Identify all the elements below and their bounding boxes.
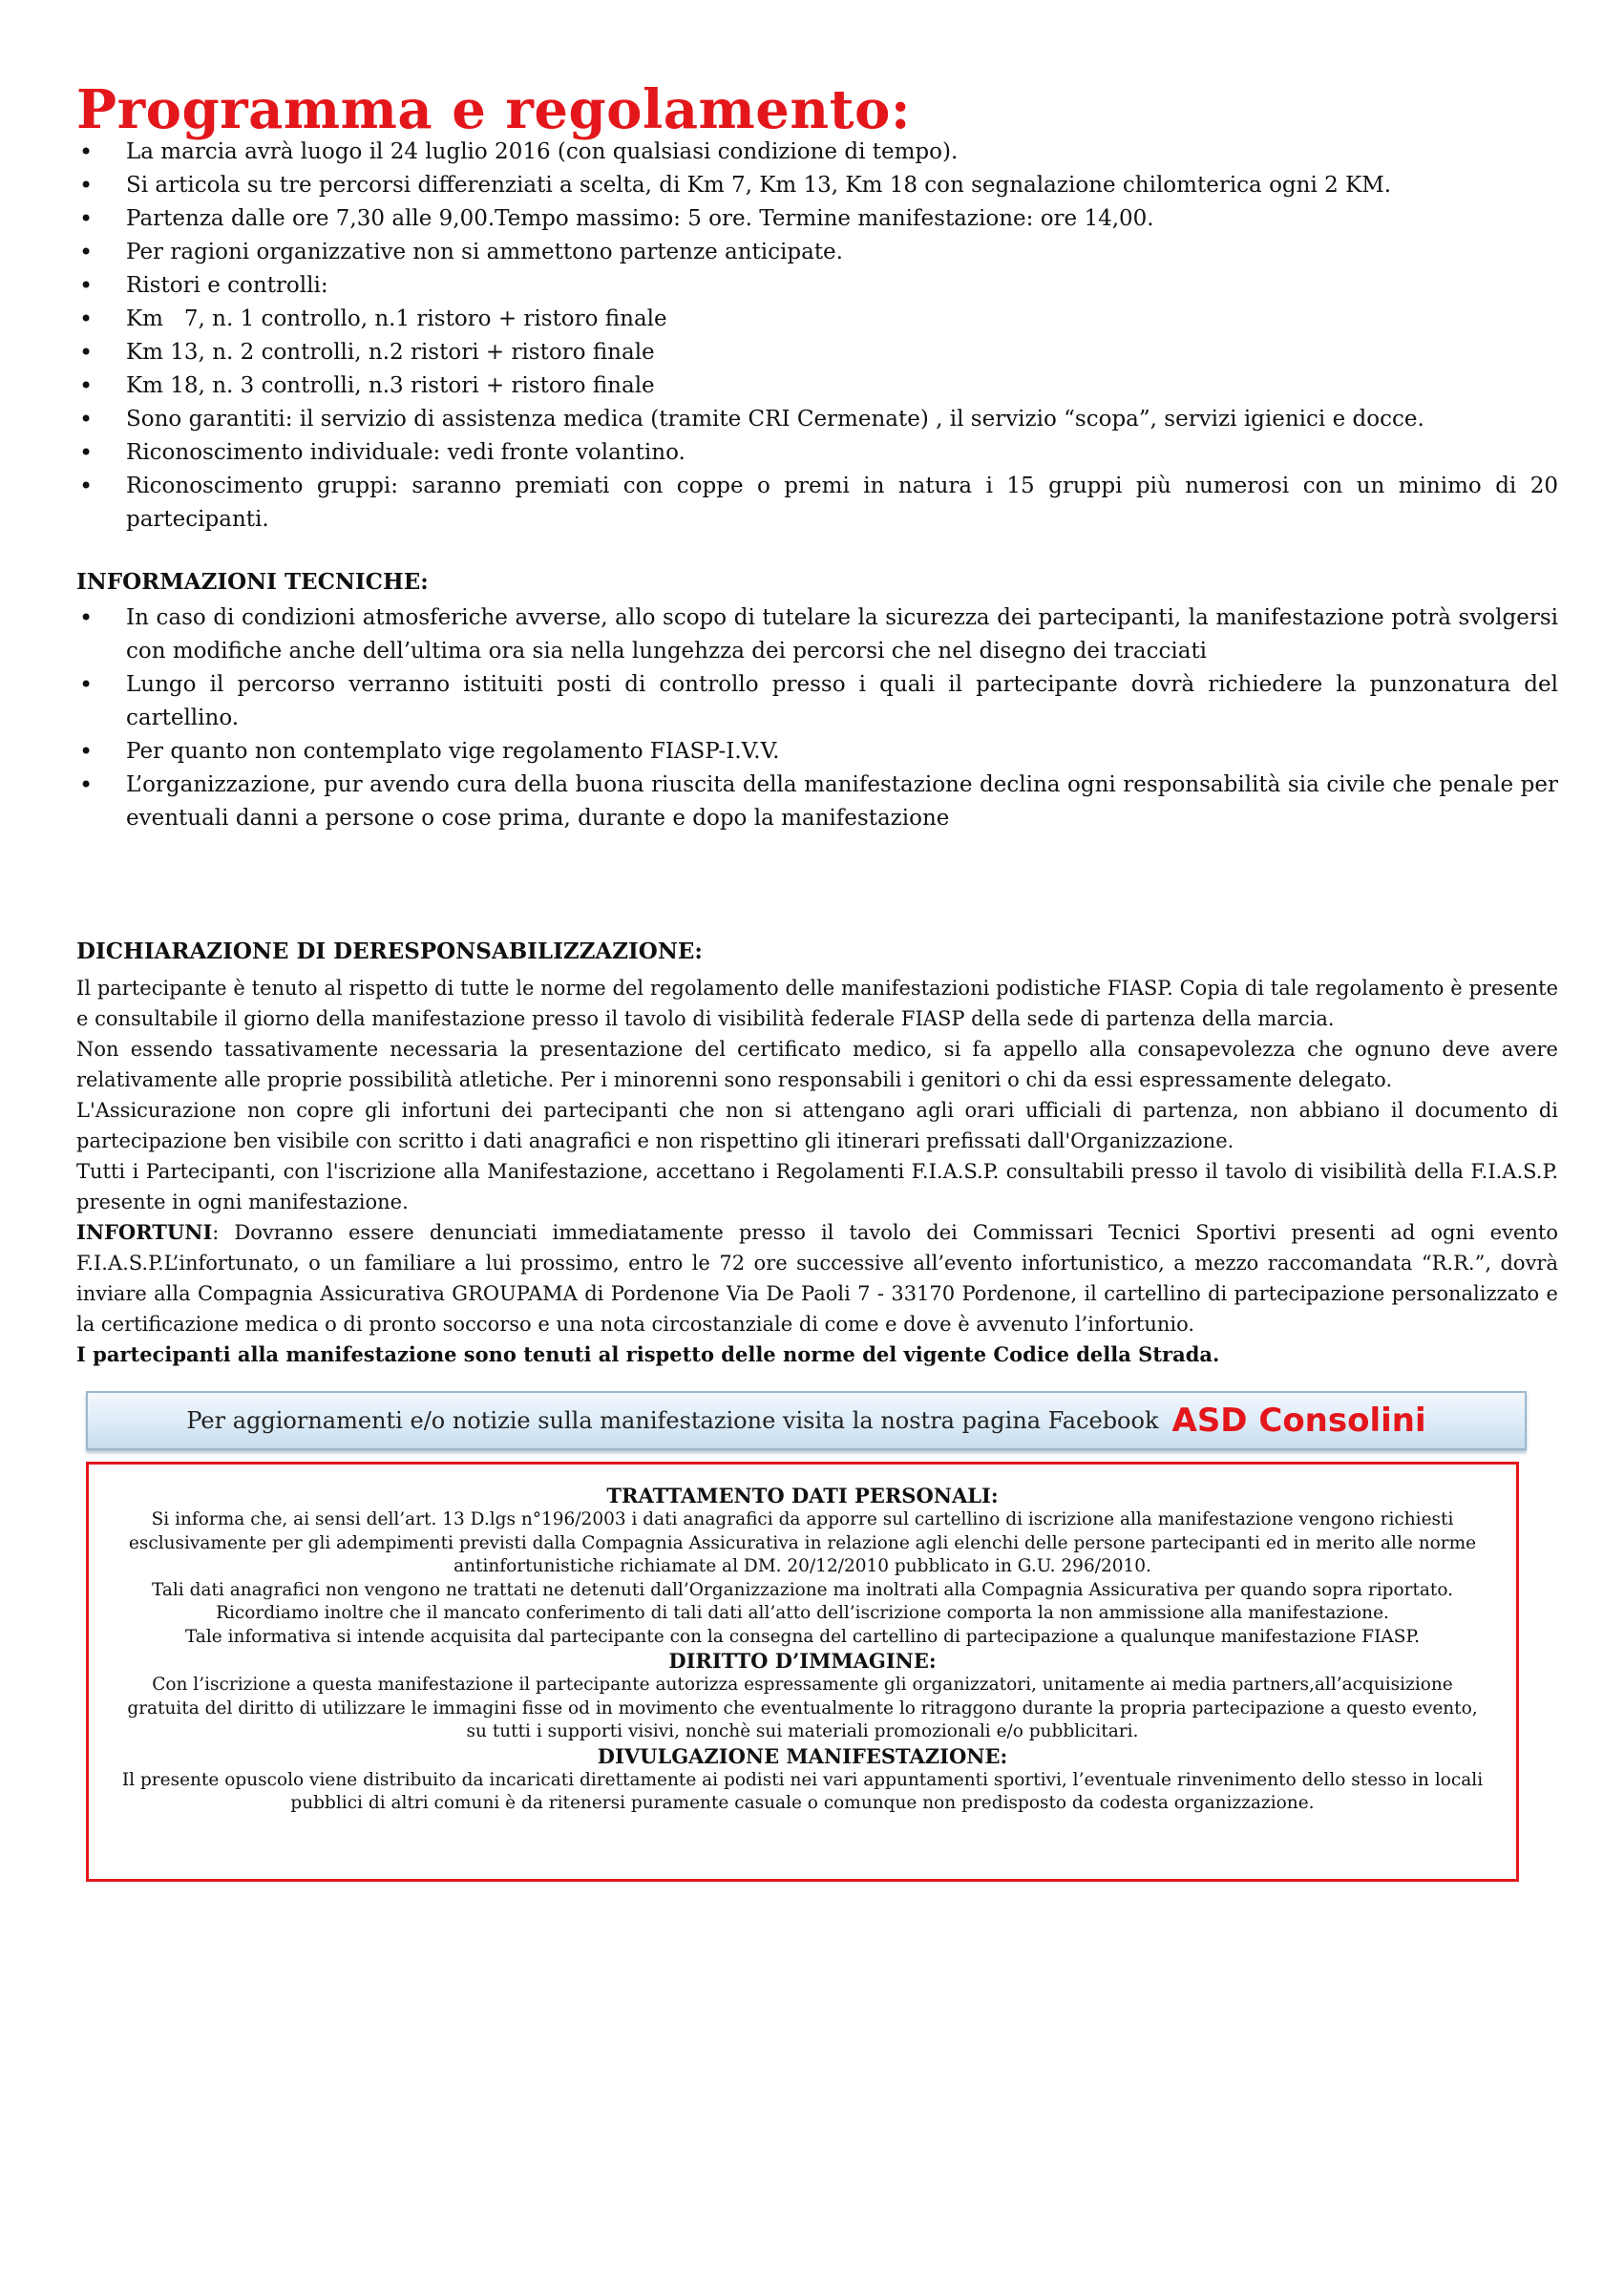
list-item: • Per quanto non contemplato vige regolamento FIASP-I.V.V.	[76, 735, 1558, 769]
infortuni-label: INFORTUNI	[76, 1220, 213, 1244]
paragraph: L'Assicurazione non copre gli infortuni dei partecipanti che non si attengano agli orari ufficiali di partenza, non abbiano il documento di partecipazione ben visibile con scritto i dati anagrafici e non rispettino gli itinerari prefissati dall'Organizzazione.	[76, 1099, 1558, 1152]
list-item: • Riconoscimento individuale: vedi fronte volantino.	[76, 436, 1558, 470]
privacy-box	[86, 1462, 1519, 1882]
paragraph-codice-strada: I partecipanti alla manifestazione sono tenuti al rispetto delle norme del vigente Codice della Strada.	[76, 1342, 1220, 1366]
list-item: • Sono garantiti: il servizio di assistenza medica (tramite CRI Cermenate) , il servizio “scopa”, servizi igienici e docce.	[76, 403, 1558, 436]
page-title: Programma e regolamento:	[76, 78, 912, 141]
paragraph-infortuni	[76, 1217, 1558, 1339]
paragraph: Tali dati anagrafici non vengono ne trattati ne detenuti dall’Organizzazione ma inoltrati alla Compagnia Assicurativa per quando sopra riportato.	[151, 1579, 1454, 1600]
list-item: • L’organizzazione, pur avendo cura della buona riuscita della manifestazione declina ogni responsabilità sia civile che penale per eventuali danni a persone o cose prima, durante e dopo la manifestazione	[76, 769, 1558, 835]
infortuni-text: : Dovranno essere denunciati immediatamente presso il tavolo dei Commissari Tecnici Sportivi presenti ad ogni evento F.I.A.S.P.L’infortunato, o un familiare a lui prossimo, entro le 72 ore successive all’evento infortunistico, a mezzo raccomandata “R.R.”, dovrà inviare alla Compagnia Assicurativa GROUPAMA di Pordenone Via De Paoli 7 - 33170 Pordenone, il cartellino di partecipazione personalizzato e la certificazione medica o di pronto soccorso e una nota circostanziale di come e dove è avvenuto l’infortunio.	[76, 1221, 1558, 1336]
distribution-heading: DIVULGAZIONE MANIFESTAZIONE:	[597, 1743, 1008, 1768]
list-item: • Ristori e controlli:	[76, 269, 1558, 303]
image-rights-heading: DIRITTO D’IMMAGINE:	[668, 1649, 937, 1673]
dichiarazione-heading: DICHIARAZIONE DI DERESPONSABILIZZAZIONE:	[76, 938, 703, 964]
paragraph: Ricordiamo inoltre che il mancato conferimento di tali dati all’atto dell’iscrizione comporta la non ammissione alla manifestazione.	[216, 1603, 1389, 1623]
list-item: • La marcia avrà luogo il 24 luglio 2016 (con qualsiasi condizione di tempo).	[76, 136, 1558, 169]
paragraph: Non essendo tassativamente necessaria la presentazione del certificato medico, si fa appello alla consapevolezza che ognuno deve avere relativamente alle proprie possibilità atletiche. Per i minorenni sono responsabili i genitori o chi da essi espressamente delegato.	[76, 1038, 1558, 1091]
banner-text: Per aggiornamenti e/o notizie sulla manifestazione visita la nostra pagina Facebook	[186, 1407, 1159, 1434]
list-item: • Km 13, n. 2 controlli, n.2 ristori + ristoro finale	[76, 336, 1558, 369]
paragraph: Tutti i Partecipanti, con l'iscrizione alla Manifestazione, accettano i Regolamenti F.I.A.S.P. consultabili presso il tavolo di visibilità della F.I.A.S.P. presente in ogni manifestazione.	[76, 1160, 1558, 1213]
list-item: • Km 18, n. 3 controlli, n.3 ristori + ristoro finale	[76, 369, 1558, 403]
paragraph: Il presente opuscolo viene distribuito da incaricati direttamente ai podisti nei vari appuntamenti sportivi, l’eventuale rinvenimento dello stesso in locali pubblici di altri comuni è da ritenersi puramente casuale o comunque non predisposto da codesta organizzazione.	[121, 1769, 1484, 1813]
list-item: • Si articola su tre percorsi differenziati a scelta, di Km 7, Km 13, Km 18 con segnalazione chilomterica ogni 2 KM.	[76, 169, 1558, 202]
tecniche-heading: INFORMAZIONI TECNICHE:	[76, 569, 429, 595]
list-item: • Km 7, n. 1 controllo, n.1 ristoro + ristoro finale	[76, 303, 1558, 336]
paragraph: Il partecipante è tenuto al rispetto di tutte le norme del regolamento delle manifestazioni podistiche FIASP. Copia di tale regolamento è presente e consultabile il giorno della manifestazione presso il tavolo di visibilità federale FIASP della sede di partenza della marcia.	[76, 977, 1558, 1030]
list-item: • Per ragioni organizzative non si ammettono partenze anticipate.	[76, 236, 1558, 269]
paragraph: Con l’iscrizione a questa manifestazione il partecipante autorizza espressamente gli organizzatori, unitamente ai media partners,all’acquisizione gratuita del diritto di utilizzare le immagini fisse od in movimento che eventualmente lo ritraggono durante la propria partecipazione a questo evento, su tutti i supporti visivi, nonchè sui materiali promozionali e/o pubblicitari.	[127, 1675, 1478, 1741]
list-item: • In caso di condizioni atmosferiche avverse, allo scopo di tutelare la sicurezza dei partecipanti, la manifestazione potrà svolgersi con modifiche anche dell’ultima ora sia nella lungehzza dei percorsi che nel disegno dei tracciati	[76, 601, 1558, 668]
paragraph: Si informa che, ai sensi dell’art. 13 D.lgs n°196/2003 i dati anagrafici da apporre sul cartellino di iscrizione alla manifestazione vengono richiesti esclusivamente per gli adempimenti previsti dalla Compagnia Assicurativa in relazione agli elenchi delle persone partecipanti ed in merito alle norme antinfortunistiche richiamate al DM. 20/12/2010 pubblicato in G.U. 296/2010.	[128, 1509, 1477, 1576]
tecniche-list	[76, 601, 1558, 835]
programma-list	[76, 136, 1558, 537]
list-item: • Partenza dalle ore 7,30 alle 9,00.Tempo massimo: 5 ore. Termine manifestazione: ore 14,00.	[76, 202, 1558, 236]
list-item: • Lungo il percorso verranno istituiti posti di controllo presso i quali il partecipante dovrà richiedere la punzonatura del cartellino.	[76, 668, 1558, 735]
brand-name: ASD Consolini	[1171, 1402, 1426, 1440]
paragraph: Tale informativa si intende acquisita dal partecipante con la consegna del cartellino di partecipazione a qualunque manifestazione FIASP.	[184, 1626, 1421, 1647]
facebook-banner	[86, 1391, 1527, 1450]
list-item: • Riconoscimento gruppi: saranno premiati con coppe o premi in natura i 15 gruppi più numerosi con un minimo di 20 partecipanti.	[76, 470, 1558, 537]
dichiarazione-body	[76, 973, 1558, 1370]
privacy-heading: TRATTAMENTO DATI PERSONALI:	[606, 1484, 999, 1507]
